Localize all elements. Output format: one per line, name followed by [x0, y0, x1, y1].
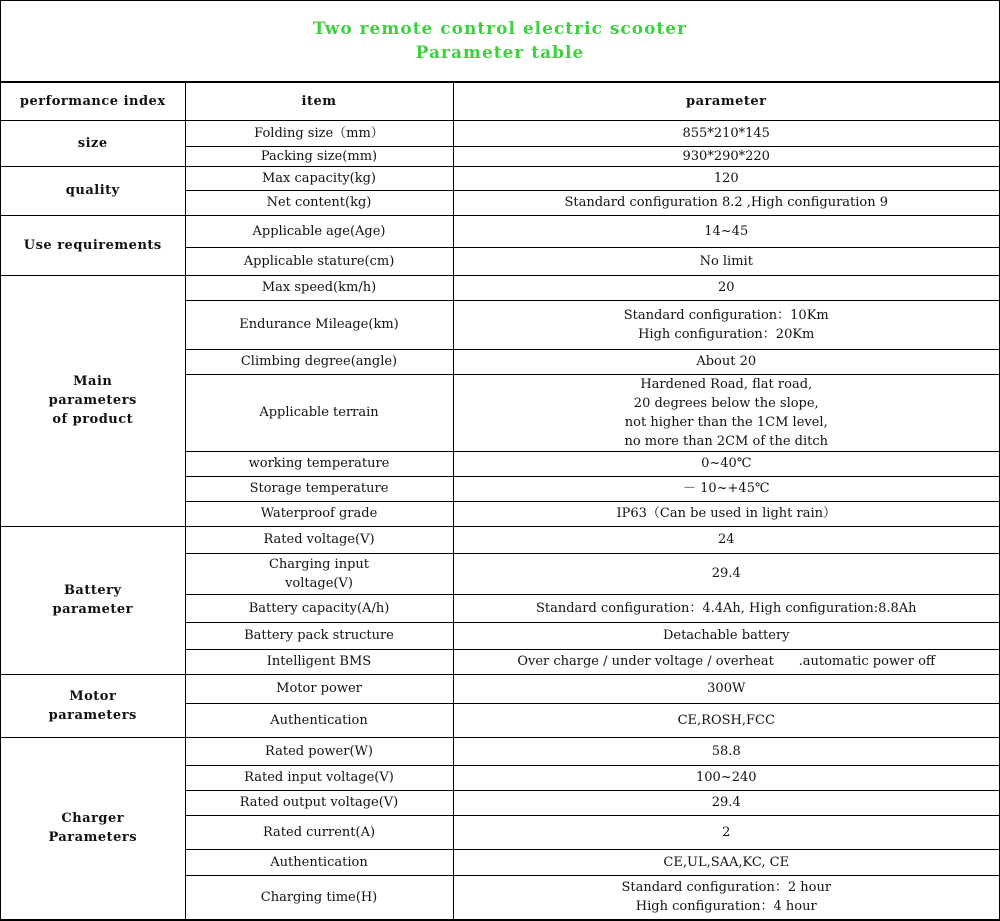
item-cell: Battery pack structure: [185, 622, 453, 649]
section-battery-parameter: [1, 526, 185, 674]
title-line-1: Two remote control electric scooter: [312, 19, 688, 39]
item-cell: Max speed(km/h): [185, 275, 453, 300]
item-cell: Rated output voltage(V): [185, 790, 453, 815]
item-cell: working temperature: [185, 451, 453, 476]
item-cell: Climbing degree(angle): [185, 349, 453, 374]
section-motor-parameters: [1, 674, 185, 737]
value-cell: Standard configuration：4.4Ah, High configuration:8.8Ah: [453, 594, 999, 622]
item-cell: Endurance Mileage(km): [185, 300, 453, 349]
value-line: 20 degrees below the slope,: [633, 395, 819, 411]
item-cell: Authentication: [185, 703, 453, 737]
value-cell: 300W: [453, 674, 999, 703]
value-cell: 100~240: [453, 765, 999, 790]
item-cell: Net content(kg): [185, 190, 453, 215]
section-motor-line-2: parameters: [48, 707, 137, 723]
item-cell: Rated current(A): [185, 815, 453, 849]
item-cell: Max capacity(kg): [185, 166, 453, 190]
value-line: Standard configuration：10Km: [623, 307, 829, 323]
section-charger-line-2: Parameters: [48, 830, 138, 845]
section-battery-line-1: Battery: [63, 583, 122, 598]
value-cell: CE,UL,SAA,KC, CE: [453, 849, 999, 875]
item-cell: Authentication: [185, 849, 453, 875]
section-quality: quality: [1, 166, 185, 215]
header-row: [1, 83, 999, 120]
table-row: [1, 215, 999, 247]
section-charger-parameters: [1, 737, 185, 919]
item-cell: Packing size(mm): [185, 146, 453, 166]
value-cell: 24: [453, 526, 999, 553]
value-line: Standard configuration：2 hour: [621, 880, 832, 895]
section-motor-line-1: Motor: [69, 688, 117, 704]
item-cell: Folding size（mm）: [185, 120, 453, 146]
value-cell: IP63（Can be used in light rain）: [453, 501, 999, 526]
value-cell: 20: [453, 275, 999, 300]
value-cell: [453, 875, 999, 919]
item-cell: Storage temperature: [185, 476, 453, 501]
item-cell: Intelligent BMS: [185, 649, 453, 674]
header-parameter: parameter: [453, 83, 999, 120]
section-use-requirements: Use requirements: [1, 215, 185, 275]
value-cell: Over charge / under voltage / overheat .automatic power off: [453, 649, 999, 674]
value-cell: 0~40℃: [453, 451, 999, 476]
header-item: item: [185, 83, 453, 120]
section-size: size: [1, 120, 185, 166]
item-line: Charging input: [268, 556, 370, 572]
section-battery-line-2: parameter: [52, 602, 133, 617]
item-cell: Charging time(H): [185, 875, 453, 919]
item-cell: Rated voltage(V): [185, 526, 453, 553]
item-cell: Rated input voltage(V): [185, 765, 453, 790]
title-block: [1, 1, 999, 83]
value-cell: 855*210*145: [453, 120, 999, 146]
value-cell: 58.8: [453, 737, 999, 765]
section-main-parameters: [1, 275, 185, 526]
value-cell: Detachable battery: [453, 622, 999, 649]
value-cell: CE,ROSH,FCC: [453, 703, 999, 737]
value-line: no more than 2CM of the ditch: [624, 433, 829, 449]
value-cell: 29.4: [453, 790, 999, 815]
table-row: [1, 120, 999, 146]
value-line: not higher than the 1CM level,: [624, 414, 828, 430]
value-line: Hardened Road, flat road,: [640, 376, 813, 392]
table-row: [1, 737, 999, 765]
section-main-line-3: of product: [52, 412, 134, 427]
table-row: [1, 166, 999, 190]
value-cell: 14~45: [453, 215, 999, 247]
section-main-line-2: parameters: [48, 393, 137, 408]
table-row: [1, 275, 999, 300]
item-cell: Applicable age(Age): [185, 215, 453, 247]
value-cell: － 10~+45℃: [453, 476, 999, 501]
item-cell: Waterproof grade: [185, 501, 453, 526]
value-cell: 930*290*220: [453, 146, 999, 166]
title-line-2: Parameter table: [415, 43, 585, 63]
header-performance-index: performance index: [1, 83, 185, 120]
section-main-line-1: Main: [73, 374, 113, 389]
item-cell: Applicable stature(cm): [185, 247, 453, 275]
parameter-table: [1, 83, 999, 920]
item-line: voltage(V): [285, 575, 353, 591]
value-cell: [453, 374, 999, 451]
section-charger-line-1: Charger: [61, 811, 125, 826]
item-cell: Applicable terrain: [185, 374, 453, 451]
value-line: High configuration：4 hour: [635, 899, 817, 914]
value-cell: 29.4: [453, 553, 999, 594]
item-cell: Motor power: [185, 674, 453, 703]
value-line: High configuration：20Km: [638, 326, 815, 342]
value-cell: 2: [453, 815, 999, 849]
value-cell: About 20: [453, 349, 999, 374]
table-row: [1, 526, 999, 553]
table-row: [1, 674, 999, 703]
value-cell: 120: [453, 166, 999, 190]
value-cell: [453, 300, 999, 349]
item-cell: [185, 553, 453, 594]
value-cell: Standard configuration 8.2 ,High configuration 9: [453, 190, 999, 215]
value-cell: No limit: [453, 247, 999, 275]
item-cell: Rated power(W): [185, 737, 453, 765]
item-cell: Battery capacity(A/h): [185, 594, 453, 622]
